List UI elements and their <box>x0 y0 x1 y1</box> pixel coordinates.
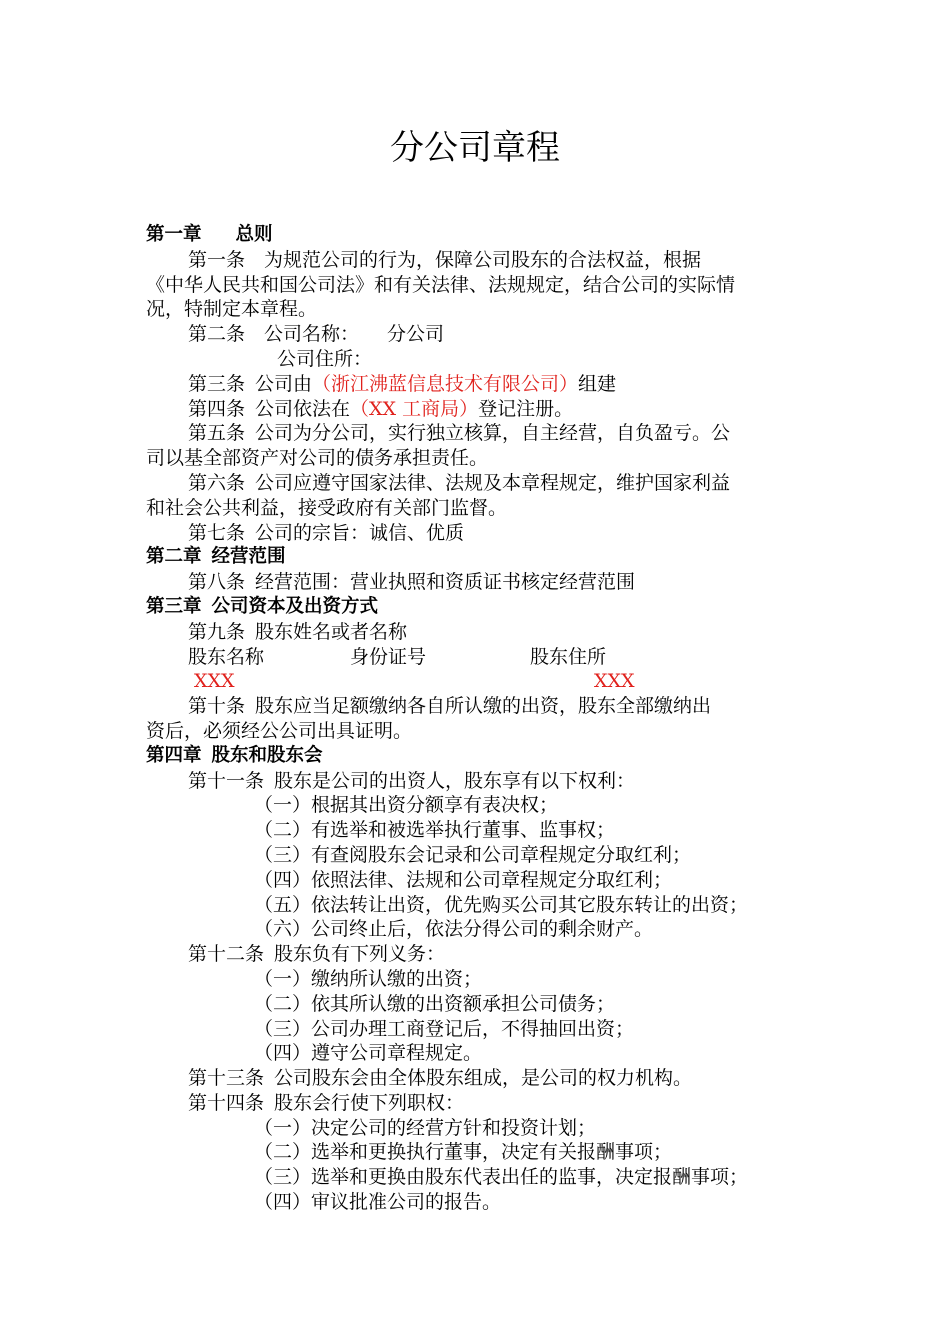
article-number: 第十一条 <box>188 769 265 792</box>
chapter-label: 第四章 <box>146 744 202 766</box>
list-item: （三）选举和更换由股东代表出任的监事，决定报酬事项； <box>254 1166 749 1189</box>
list-item: （三）公司办理工商登记后，不得抽回出资； <box>254 1017 635 1040</box>
chapter-label: 第三章 <box>146 595 202 617</box>
article-5-line-2: 司以基全部资产对公司的债务承担责任。 <box>146 447 489 470</box>
article-6-line-1: 第六条 公司应遵守国家法律、法规及本章程规定，维护国家利益 <box>188 471 731 494</box>
list-item: （四）依照法律、法规和公司章程规定分取红利； <box>254 868 673 891</box>
chapter-label: 第二章 <box>146 546 202 568</box>
chapter-name: 经营范围 <box>211 546 286 568</box>
chapter-label: 第一章 <box>146 224 202 245</box>
list-item: （四）审议批准公司的报告。 <box>254 1191 502 1214</box>
list-item: （一）缴纳所认缴的出资； <box>254 967 483 990</box>
article-1-line-2: 《中华人民共和国公司法》和有关法律、法规规定，结合公司的实际情 <box>146 273 736 296</box>
article-number: 第十三条 <box>188 1067 265 1090</box>
article-number: 第八条 <box>188 571 246 594</box>
document-title: 分公司章程 <box>390 128 560 168</box>
chapter-name: 总则 <box>235 224 273 245</box>
document-body <box>146 223 808 1215</box>
article-6-line-2: 和社会公共利益，接受政府有关部门监督。 <box>146 496 508 519</box>
article-number: 第三条 <box>188 372 246 395</box>
list-item: （二）依其所认缴的出资额承担公司债务； <box>254 992 616 1015</box>
chapter-1-heading <box>146 223 808 248</box>
list-item: （三）有查阅股东会记录和公司章程规定分取红利； <box>254 843 692 866</box>
article-14: 第十四条 股东会行使下列职权： <box>188 1091 465 1114</box>
article-11: 第十一条 股东是公司的出资人，股东享有以下权利： <box>188 769 636 792</box>
registration-bureau: （XX 工商局） <box>350 397 479 420</box>
chapter-4-heading <box>146 744 808 769</box>
article-number: 第六条 <box>188 471 246 494</box>
list-item: （一）决定公司的经营方针和投资计划； <box>254 1116 597 1139</box>
article-10-line-1: 第十条 股东应当足额缴纳各自所认缴的出资，股东全部缴纳出 <box>188 695 712 718</box>
chapter-3-heading <box>146 595 808 620</box>
article-1-line-3: 况，特制定本章程。 <box>146 298 318 321</box>
chapter-name: 公司资本及出资方式 <box>211 595 379 617</box>
parent-company-name: （浙江沸蓝信息技术有限公司） <box>312 372 579 395</box>
article-number: 第十条 <box>188 695 246 718</box>
article-10-line-2: 资后，必须经公公司出具证明。 <box>146 719 413 742</box>
shareholder-address-header: 股东住所 <box>530 645 607 668</box>
article-3: 第三条 公司由（浙江沸蓝信息技术有限公司）组建 <box>188 372 617 395</box>
list-item: （四）遵守公司章程规定。 <box>254 1042 483 1065</box>
branch-name-value: 分公司 <box>387 323 445 346</box>
article-7: 第七条 公司的宗旨：诚信、优质 <box>188 521 465 544</box>
article-4: 第四条 公司依法在（XX 工商局）登记注册。 <box>188 397 574 420</box>
article-13: 第十三条 公司股东会由全体股东组成，是公司的权力机构。 <box>188 1067 693 1090</box>
article-number: 第五条 <box>188 422 246 445</box>
shareholder-address-value: XXX <box>594 670 635 693</box>
shareholder-table-header <box>146 645 808 670</box>
article-number: 第二条 <box>188 323 246 346</box>
article-1-line-1: 第一条 为规范公司的行为，保障公司股东的合法权益，根据 <box>188 248 702 271</box>
article-number: 第一条 <box>188 248 246 271</box>
article-12: 第十二条 股东负有下列义务： <box>188 943 446 966</box>
chapter-2-heading <box>146 545 808 570</box>
article-8: 第八条 经营范围：营业执照和资质证书核定经营范围 <box>188 571 636 594</box>
list-item: （二）有选举和被选举执行董事、监事权； <box>254 819 616 842</box>
article-number: 第九条 <box>188 620 246 643</box>
article-number: 第十二条 <box>188 943 265 966</box>
article-2-line-1: 第二条 公司名称： 分公司 <box>188 323 445 346</box>
article-2-line-2: 公司住所： <box>277 347 373 370</box>
shareholder-table-row <box>146 669 808 694</box>
list-item: （二）选举和更换执行董事，决定有关报酬事项； <box>254 1141 673 1164</box>
list-item: （六）公司终止后，依法分得公司的剩余财产。 <box>254 918 654 941</box>
chapter-name: 股东和股东会 <box>211 744 323 766</box>
shareholder-id-header: 身份证号 <box>350 645 427 668</box>
shareholder-name-header: 股东名称 <box>188 645 265 668</box>
list-item: （一）根据其出资分额享有表决权； <box>254 794 559 817</box>
article-5-line-1: 第五条 公司为分公司，实行独立核算，自主经营，自负盈亏。公 <box>188 422 731 445</box>
list-item: （五）依法转让出资，优先购买公司其它股东转让的出资； <box>254 893 749 916</box>
article-number: 第四条 <box>188 397 246 420</box>
article-number: 第七条 <box>188 521 246 544</box>
shareholder-name-value: XXX <box>194 670 235 693</box>
article-number: 第十四条 <box>188 1091 265 1114</box>
article-9: 第九条 股东姓名或者名称 <box>188 620 408 643</box>
